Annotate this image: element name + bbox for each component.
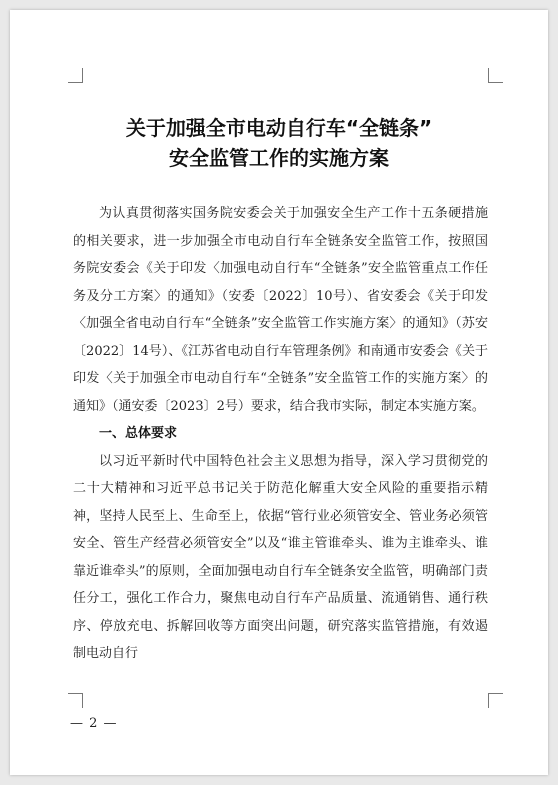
crop-mark-bottom-left [68,693,83,708]
crop-mark-bottom-right [488,693,503,708]
title-line-2: 安全监管工作的实施方案 [169,146,389,170]
title-line-1: 关于加强全市电动自行车“全链条” [125,116,433,140]
document-body [73,200,488,668]
intro-paragraph: 为认真贯彻落实国务院安委会关于加强安全生产工作十五条硬措施的相关要求，进一步加强全市电动自行车全链条安全监管工作，按照国务院安委会《关于印发〈加强电动自行车“全链条”安全监管重点工作任务及分工方案〉的通知》（安委〔2022〕10号）、省安委会《关于印发〈加强全省电动自行车“全链条”安全监管工作实施方案〉的通知》（苏安〔2022〕14号）、《江苏省电动自行车管理条例》和南通市安委会《关于印发〈关于加强全市电动自行车“全链条”安全监管工作的实施方案〉的通知》（通安委〔2023〕2号）要求，结合我市实际，制定本实施方案。 [73,206,488,414]
crop-mark-top-left [68,68,83,83]
page-number: — 2 — [70,716,118,731]
document-title [70,113,488,173]
crop-mark-top-right [488,68,503,83]
section-heading-general-requirements: 一、总体要求 [99,426,178,441]
general-requirements-paragraph: 以习近平新时代中国特色社会主义思想为指导，深入学习贯彻党的二十大精神和习近平总书记关于防范化解重大安全风险的重要指示精神，坚持人民至上、生命至上，依据“管行业必须管安全、管业务必须管安全、管生产经营必须管安全”以及“谁主管谁牵头、谁为主谁牵头、谁靠近谁牵头”的原则，全面加强电动自行车全链条安全监管，明确部门责任分工，强化工作合力，聚焦电动自行车产品质量、流通销售、通行秩序、停放充电、拆解回收等方面突出问题，研究落实监管措施，有效遏制电动自行 [73,453,488,661]
document-page [10,10,548,775]
